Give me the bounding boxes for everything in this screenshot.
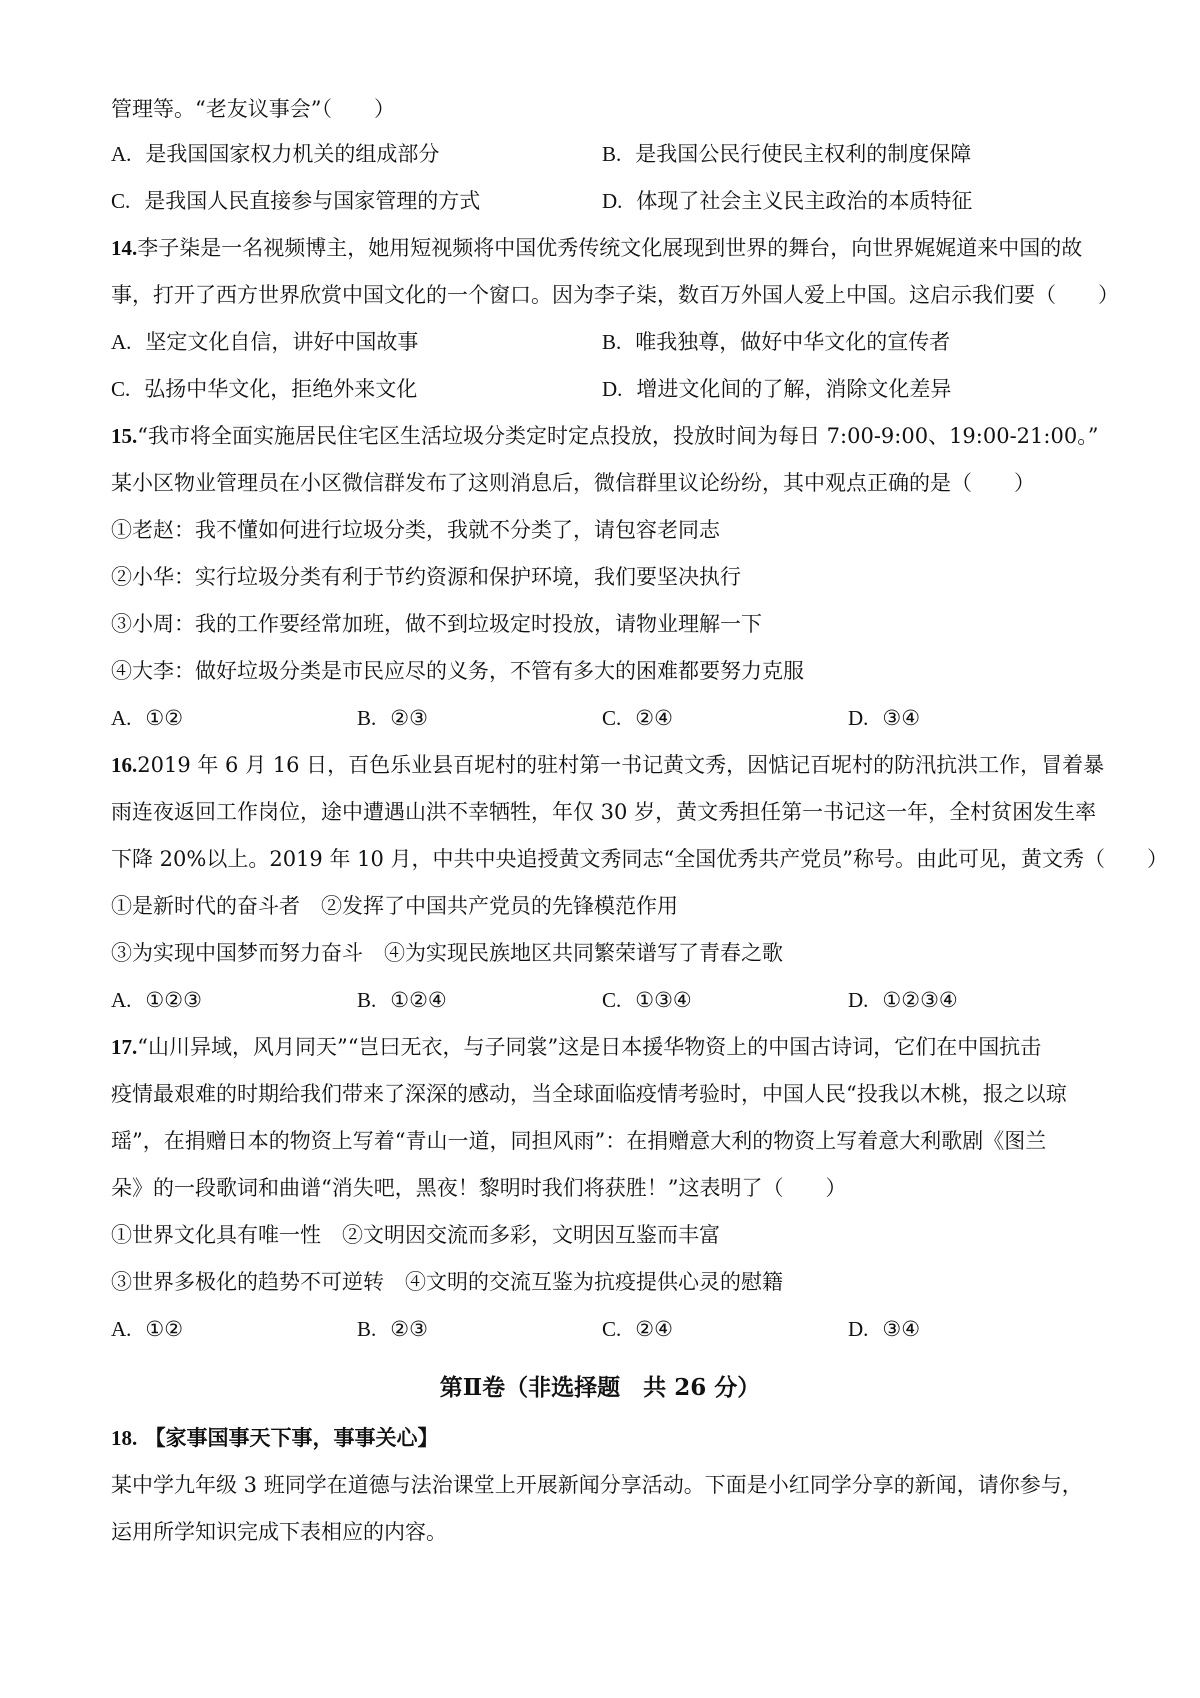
- question-text: “山川异域，风月同天”“岂曰无衣，与子同裳”这是日本援华物资上的中国古诗词，它们在中国抗击: [137, 1035, 1042, 1059]
- option-text: 是我国国家权力机关的组成部分: [145, 142, 440, 166]
- q16-option-a: [111, 986, 202, 1014]
- q14-stem-line-2: 事，打开了西方世界欣赏中国文化的一个窗口。因为李子柒，数百万外国人爱上中国。这启示我们要（ ）: [111, 283, 1119, 307]
- q15-option-d: [848, 704, 920, 732]
- q17-stem-line-1: [111, 1033, 1111, 1061]
- option-letter: D.: [848, 706, 869, 730]
- option-text: 是我国人民直接参与国家管理的方式: [144, 189, 481, 213]
- option-letter: C.: [602, 988, 622, 1012]
- q14-option-b: [602, 328, 950, 356]
- q17-statement-1: ①世界文化具有唯一性 ②文明因交流而多彩，文明因互鉴而丰富: [111, 1223, 720, 1247]
- option-text: 体现了社会主义民主政治的本质特征: [636, 189, 973, 213]
- option-text: ①②④: [390, 988, 447, 1012]
- q13-option-a: [111, 140, 439, 168]
- q15-statement-2: ②小华：实行垃圾分类有利于节约资源和保护环境，我们要坚决执行: [111, 565, 741, 589]
- q16-stem-line-2: 雨连夜返回工作岗位，途中遭遇山洪不幸牺牲，年仅 30 岁，黄文秀担任第一书记这一年，全村贫困发生率: [111, 800, 1097, 824]
- q14-option-a: [111, 328, 418, 356]
- option-text: ①②③④: [882, 988, 958, 1012]
- option-text: 唯我独尊，做好中华文化的宣传者: [635, 330, 951, 354]
- q17-stem-line-4: 朵》的一段歌词和曲谱“消失吧，黑夜！黎明时我们将获胜！”这表明了（ ）: [111, 1176, 847, 1200]
- q15-stem-line-1: [111, 422, 1111, 450]
- q15-statement-4: ④大李：做好垃圾分类是市民应尽的义务，不管有多大的困难都要努力克服: [111, 659, 804, 683]
- option-text: ②③: [390, 1317, 428, 1341]
- option-text: ①②: [145, 706, 184, 730]
- q15-statement-1: ①老赵：我不懂如何进行垃圾分类，我就不分类了，请包容老同志: [111, 518, 720, 542]
- q16-statement-1: ①是新时代的奋斗者 ②发挥了中国共产党员的先锋模范作用: [111, 894, 678, 918]
- q17-option-d: [848, 1315, 920, 1343]
- question-text: “我市将全面实施居民住宅区生活垃圾分类定时定点投放，投放时间为每日 7:00-9:00、19:00-21:00。”: [137, 424, 1099, 448]
- q17-stem-line-3: 瑶”，在捐赠日本的物资上写着“青山一道，同担风雨”：在捐赠意大利的物资上写着意大利歌剧《图兰: [111, 1129, 1047, 1153]
- option-letter: B.: [357, 988, 377, 1012]
- q17-option-c: [602, 1315, 673, 1343]
- option-text: 是我国公民行使民主权利的制度保障: [635, 142, 972, 166]
- q16-option-d: [848, 986, 958, 1014]
- q13-option-b: [602, 140, 971, 168]
- q15-option-c: [602, 704, 673, 732]
- q14-stem-line-1: [111, 234, 1111, 262]
- option-text: ②③: [390, 706, 428, 730]
- option-letter: B.: [602, 142, 622, 166]
- option-letter: C.: [111, 377, 131, 401]
- q16-option-b: [357, 986, 447, 1014]
- q16-stem-line-1: [111, 751, 1111, 779]
- q16-stem-line-3: 下降 20%以上。2019 年 10 月，中共中央追授黄文秀同志“全国优秀共产党员”称号。由此可见，黄文秀（ ）: [111, 847, 1169, 871]
- option-text: ①②③: [145, 988, 202, 1012]
- q17-statement-2: ③世界多极化的趋势不可逆转 ④文明的交流互鉴为抗疫提供心灵的慰籍: [111, 1270, 783, 1294]
- option-letter: B.: [357, 1317, 377, 1341]
- option-text: 弘扬中华文化，拒绝外来文化: [144, 377, 418, 401]
- q13-stem-tail: 管理等。“老友议事会”（ ）: [111, 97, 395, 121]
- option-letter: C.: [602, 1317, 622, 1341]
- option-letter: A.: [111, 706, 132, 730]
- section-title: 第Ⅱ卷（非选择题 共 26 分）: [439, 1374, 761, 1401]
- option-letter: C.: [111, 189, 131, 213]
- q18-text-line-1: 某中学九年级 3 班同学在道德与法治课堂上开展新闻分享活动。下面是小红同学分享的新闻，请你参与，: [111, 1473, 1083, 1497]
- option-letter: D.: [848, 1317, 869, 1341]
- option-text: ①②: [145, 1317, 184, 1341]
- option-letter: D.: [602, 377, 623, 401]
- option-letter: A.: [111, 330, 132, 354]
- option-text: ②④: [635, 1317, 673, 1341]
- q16-statement-2: ③为实现中国梦而努力奋斗 ④为实现民族地区共同繁荣谱写了青春之歌: [111, 941, 783, 965]
- option-letter: A.: [111, 1317, 132, 1341]
- q17-stem-line-2: 疫情最艰难的时期给我们带来了深深的感动，当全球面临疫情考验时，中国人民“投我以木桃，报之以琼: [111, 1082, 1067, 1106]
- question-number: 15.: [111, 424, 138, 448]
- q15-option-b: [357, 704, 428, 732]
- option-text: ③④: [882, 1317, 921, 1341]
- option-text: 增进文化间的了解，消除文化差异: [636, 377, 952, 401]
- question-number: 16.: [111, 753, 138, 777]
- q18-heading-line: [111, 1424, 1111, 1452]
- q15-option-a: [111, 704, 183, 732]
- q16-option-c: [602, 986, 692, 1014]
- question-number: 14.: [111, 236, 138, 260]
- option-letter: B.: [602, 330, 622, 354]
- option-letter: A.: [111, 142, 132, 166]
- q13-option-d: [602, 187, 972, 215]
- q18-text-line-2: 运用所学知识完成下表相应的内容。: [111, 1520, 447, 1544]
- option-text: ①③④: [635, 988, 692, 1012]
- question-number: 18.: [111, 1426, 138, 1450]
- question-text: 2019 年 6 月 16 日，百色乐业县百坭村的驻村第一书记黄文秀，因惦记百坭村的防汛抗洪工作，冒着暴: [137, 753, 1105, 777]
- q17-option-b: [357, 1315, 428, 1343]
- q14-option-c: [111, 375, 417, 403]
- q13-option-c: [111, 187, 480, 215]
- option-text: 坚定文化自信，讲好中国故事: [145, 330, 419, 354]
- option-letter: A.: [111, 988, 132, 1012]
- q17-option-a: [111, 1315, 183, 1343]
- option-letter: D.: [848, 988, 869, 1012]
- q14-option-d: [602, 375, 951, 403]
- option-text: ③④: [882, 706, 921, 730]
- q15-stem-line-2: 某小区物业管理员在小区微信群发布了这则消息后，微信群里议论纷纷，其中观点正确的是（ ）: [111, 471, 1035, 495]
- option-letter: D.: [602, 189, 623, 213]
- option-letter: C.: [602, 706, 622, 730]
- option-letter: B.: [357, 706, 377, 730]
- option-text: ②④: [635, 706, 673, 730]
- q18-heading: 【家事国事天下事，事事关心】: [144, 1425, 439, 1450]
- q15-statement-3: ③小周：我的工作要经常加班，做不到垃圾定时投放，请物业理解一下: [111, 612, 762, 636]
- question-text: 李子柒是一名视频博主，她用短视频将中国优秀传统文化展现到世界的舞台，向世界娓娓道来中国的故: [137, 236, 1083, 260]
- question-number: 17.: [111, 1035, 138, 1059]
